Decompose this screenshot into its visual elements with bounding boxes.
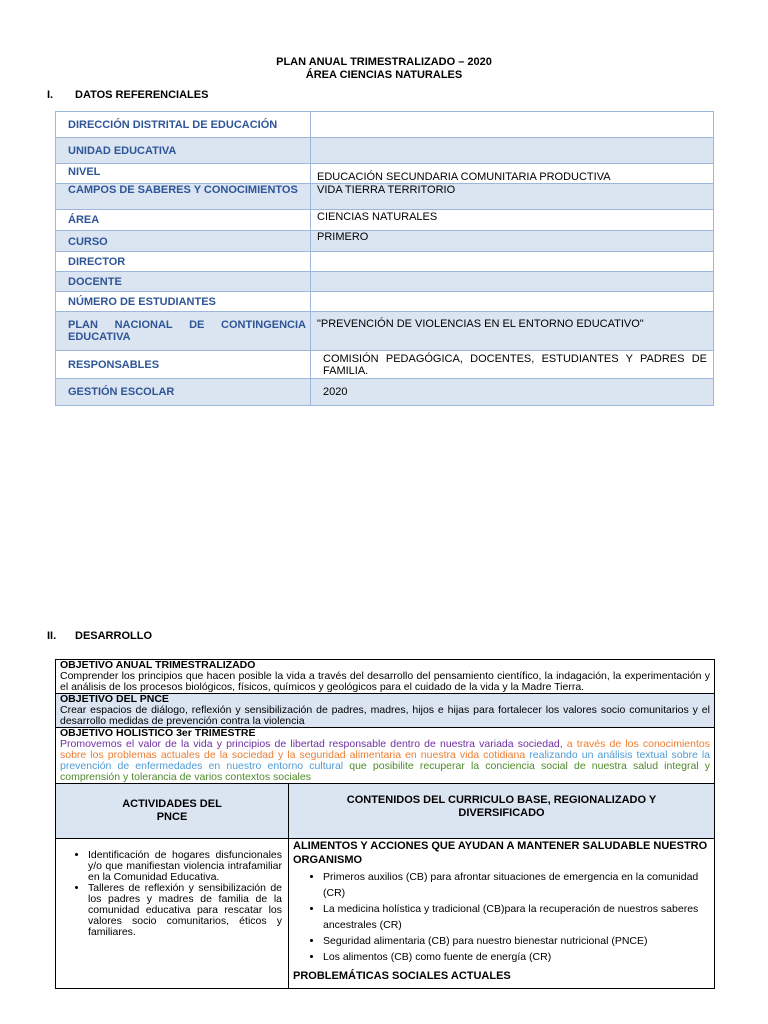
ref-value xyxy=(311,252,714,272)
section-label: DESARROLLO xyxy=(75,630,152,642)
ref-label: CAMPOS DE SABERES Y CONOCIMIENTOS xyxy=(56,184,311,210)
ref-value: VIDA TIERRA TERRITORIO xyxy=(311,184,714,210)
contents-heading-2: PROBLEMÁTICAS SOCIALES ACTUALES xyxy=(293,970,511,982)
objective-pnce-title: OBJETIVO DEL PNCE xyxy=(60,693,169,705)
objective-pnce-text: Crear espacios de diálogo, reflexión y sensibilización de padres, madres, hijos e hijas para fortalecer los valores socio comunitarios y el desarrollo medidas de prevención contra la violencia xyxy=(60,704,710,727)
contents-heading: ALIMENTOS Y ACCIONES QUE AYUDAN A MANTENER SALUDABLE NUESTRO ORGANISMO xyxy=(293,840,708,866)
ref-value xyxy=(311,112,714,138)
ref-value: 2020 xyxy=(311,379,714,406)
list-item: • La medicina holística y tradicional (CB)para la recuperación de nuestros saberes ancestrales (CR) xyxy=(323,901,710,933)
objective-anual-text: Comprender los principios que hacen posible la vida a través del desarrollo del pensamiento científico, la indagación, la experimentación y el análisis de los procesos biológicos, físicos, químicos y geológicos para el cuidado de la vida y la Madre Tierra. xyxy=(60,670,710,693)
ref-value xyxy=(311,292,714,312)
ref-value: CIENCIAS NATURALES xyxy=(311,210,714,231)
objective-pnce-cell xyxy=(56,694,715,728)
ref-label: DOCENTE xyxy=(56,272,311,292)
section-number: II. xyxy=(47,630,57,642)
development-table xyxy=(55,659,715,989)
objective-ser: Promovemos el valor de la vida y principios de libertad responsable dentro de nuestra variada sociedad, xyxy=(60,738,563,750)
section-number: I. xyxy=(47,89,54,101)
ref-value xyxy=(311,138,714,164)
ref-label: GESTIÓN ESCOLAR xyxy=(56,379,311,406)
list-item: • Los alimentos (CB) como fuente de energía (CR) xyxy=(323,949,710,965)
ref-label: NIVEL xyxy=(56,164,311,184)
column-header-actividades: ACTIVIDADES DEL PNCE xyxy=(56,784,289,839)
list-item: • Seguridad alimentaria (CB) para nuestro bienestar nutricional (PNCE) xyxy=(323,933,710,949)
objective-anual-title: OBJETIVO ANUAL TRIMESTRALIZADO xyxy=(60,659,256,671)
objective-holistico-title: OBJETIVO HOLISTICO 3er TRIMESTRE xyxy=(60,727,256,739)
ref-value: PRIMERO xyxy=(311,231,714,252)
list-item: • Primeros auxilios (CB) para afrontar situaciones de emergencia en la comunidad (CR) xyxy=(323,869,710,901)
ref-label: CURSO xyxy=(56,231,311,252)
contents-list xyxy=(293,869,710,965)
section-heading-datos xyxy=(47,89,208,101)
ref-label: ÁREA xyxy=(56,210,311,231)
reference-data-table xyxy=(55,111,714,406)
document-subtitle: ÁREA CIENCIAS NATURALES xyxy=(305,69,463,81)
list-item: • Identificación de hogares disfuncionales y/o que manifiestan violencia intrafamiliar en la Comunidad Educativa. xyxy=(88,850,282,883)
ref-label: DIRECCIÓN DISTRITAL DE EDUCACIÓN xyxy=(56,112,311,138)
column-header-contenidos: CONTENIDOS DEL CURRICULO BASE, REGIONALIZADO Y DIVERSIFICADO xyxy=(289,784,715,839)
objective-saber: a través de los conocimientos sobre los problemas actuales de la sociedad y la seguridad alimentaria en nuestra vida cotidiana xyxy=(60,738,710,761)
ref-label: PLAN NACIONAL DE CONTINGENCIA EDUCATIVA xyxy=(56,312,311,351)
section-label: DATOS REFERENCIALES xyxy=(75,89,209,101)
ref-label: UNIDAD EDUCATIVA xyxy=(56,138,311,164)
objective-hacer: realizando un análisis textual sobre la prevención de enfermedades en nuestro entorno cultural xyxy=(60,749,711,772)
list-item: • Talleres de reflexión y sensibilización de los padres y madres de familia de la comunidad educativa para rescatar los valores socio comunitarios, éticos y familiares. xyxy=(88,883,282,938)
ref-label: DIRECTOR xyxy=(56,252,311,272)
activities-list xyxy=(60,850,282,938)
ref-label: NÚMERO DE ESTUDIANTES xyxy=(56,292,311,312)
objective-anual-cell xyxy=(56,660,715,694)
contents-cell xyxy=(289,839,715,989)
activities-cell xyxy=(56,839,289,989)
objective-holistico-cell xyxy=(56,728,715,784)
ref-value: "PREVENCIÓN DE VIOLENCIAS EN EL ENTORNO EDUCATIVO" xyxy=(311,312,714,351)
ref-label: RESPONSABLES xyxy=(56,351,311,379)
ref-value: COMISIÓN PEDAGÓGICA, DOCENTES, ESTUDIANTES Y PADRES DE FAMILIA. xyxy=(311,351,714,379)
document-title: PLAN ANUAL TRIMESTRALIZADO – 2020 xyxy=(276,56,492,68)
ref-value: EDUCACIÓN SECUNDARIA COMUNITARIA PRODUCTIVA xyxy=(311,164,714,184)
section-heading-desarrollo xyxy=(47,630,152,642)
objective-decidir: que posibilite recuperar la conciencia social de nuestra salud integral y comprensión y tolerancia de varios contextos sociales xyxy=(60,760,710,783)
ref-value xyxy=(311,272,714,292)
